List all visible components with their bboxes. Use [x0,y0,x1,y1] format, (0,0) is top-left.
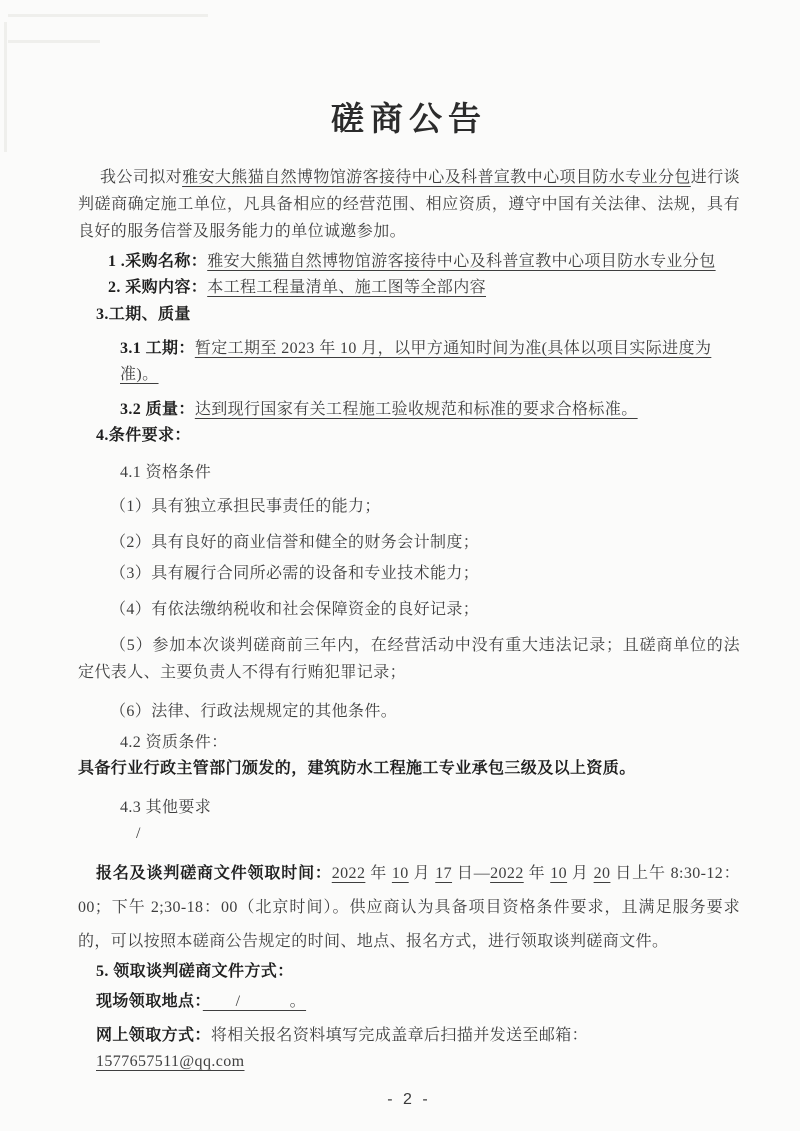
scan-artifact [8,40,100,43]
other-requirements-value: / [136,825,141,842]
underlined-value: 17 [435,865,453,882]
requirements-heading: 4.条件要求： [96,427,191,444]
onsite-location-row [78,989,740,1015]
plain-text: 年 [523,865,551,882]
schedule-heading: 3.工期、质量 [96,306,191,323]
credential-heading: 4.2 资质条件： [120,734,228,751]
other-requirements-heading: 4.3 其他要求 [120,799,212,816]
underlined-value: 10 [550,865,568,882]
signup-time-paragraph [78,857,740,959]
condition-item: （6）法律、行政法规规定的其他条件。 [110,703,398,720]
plain-text: 年 [365,865,392,882]
purchase-name-label: 1 .采购名称： [108,253,208,270]
condition-item: （1）具有独立承担民事责任的能力； [110,498,381,515]
purchase-content-label: 2. 采购内容： [108,279,208,296]
online-method-text: 将相关报名资料填写完成盖章后扫描并发送至邮箱： [210,1027,589,1044]
collect-method-heading: 5. 领取谈判磋商文件方式： [96,963,294,980]
underlined-value: 20 [593,865,611,882]
underlined-value: 2022 [490,865,524,882]
page-title: 磋商公告 [331,100,487,137]
condition-item: （4）有依法缴纳税收和社会保障资金的良好记录； [110,601,480,618]
qualification-heading: 4.1 资格条件 [120,464,212,481]
plain-text: 日— [452,865,491,882]
page-number: - 2 - [387,1091,431,1108]
intro-prefix: 我公司拟对 [100,169,183,186]
condition-item: （5）参加本次谈判磋商前三年内，在经营活动中没有重大违法记录；且磋商单位的法定代表人、主要负责人不得有行贿犯罪记录； [78,637,740,681]
plain-text: 月 [408,865,436,882]
quality-row [78,397,740,423]
duration-value: 暂定工期至 2023 年 10 月，以甲方通知时间为准(具体以项目实际进度为准)。 [120,340,712,383]
quality-label: 3.2 质量： [120,401,195,418]
online-method-label: 网上领取方式： [96,1027,211,1044]
credential-statement: 具备行业行政主管部门颁发的，建筑防水工程施工专业承包三级及以上资质。 [78,760,636,777]
plain-text: 月 [567,865,594,882]
purchase-name-value: 雅安大熊猫自然博物馆游客接待中心及科普宣教中心项目防水专业分包 [207,253,716,270]
duration-row [78,336,740,388]
online-method-row [78,1023,740,1075]
intro-suffix: 进行谈判磋商确定施工单位，凡具备相应的经营范围、相应资质，遵守中国有关法律、法规，具有良好的服务信誉及服务能力的单位诚邀参加。 [78,169,741,240]
plain-text: 日上午 8:30-12：00；下午 2;30-18：00（北京时间）。供应商认为具备项目资格条件要求，且满足服务要求的，可以按照本磋商公告规定的时间、地点、报名方式，进行领取谈判磋商文件。 [78,865,741,950]
signup-time-label: 报名及谈判磋商文件领取时间： [96,865,332,882]
online-method-email: 1577657511@qq.com [96,1053,245,1070]
scan-artifact [8,14,208,17]
purchase-content-value: 本工程工程量清单、施工图等全部内容 [207,279,487,296]
underlined-value: 2022 [331,865,366,882]
condition-item: （2）具有良好的商业信誉和健全的财务会计制度； [110,534,480,551]
condition-item: （3）具有履行合同所必需的设备和专业技术能力； [110,565,480,582]
underlined-value: 10 [391,865,409,882]
duration-label: 3.1 工期： [120,340,195,357]
purchase-name-row [78,249,740,275]
project-name-underline: 雅安大熊猫自然博物馆游客接待中心及科普宣教中心项目防水专业分包 [182,169,691,186]
scan-artifact [4,22,7,152]
quality-value: 达到现行国家有关工程施工验收规范和标准的要求合格标准。 [194,401,638,418]
purchase-content-row [78,275,740,301]
intro-paragraph [78,164,740,245]
onsite-location-label: 现场领取地点： [96,993,203,1010]
onsite-location-value: / 。 [202,993,307,1010]
